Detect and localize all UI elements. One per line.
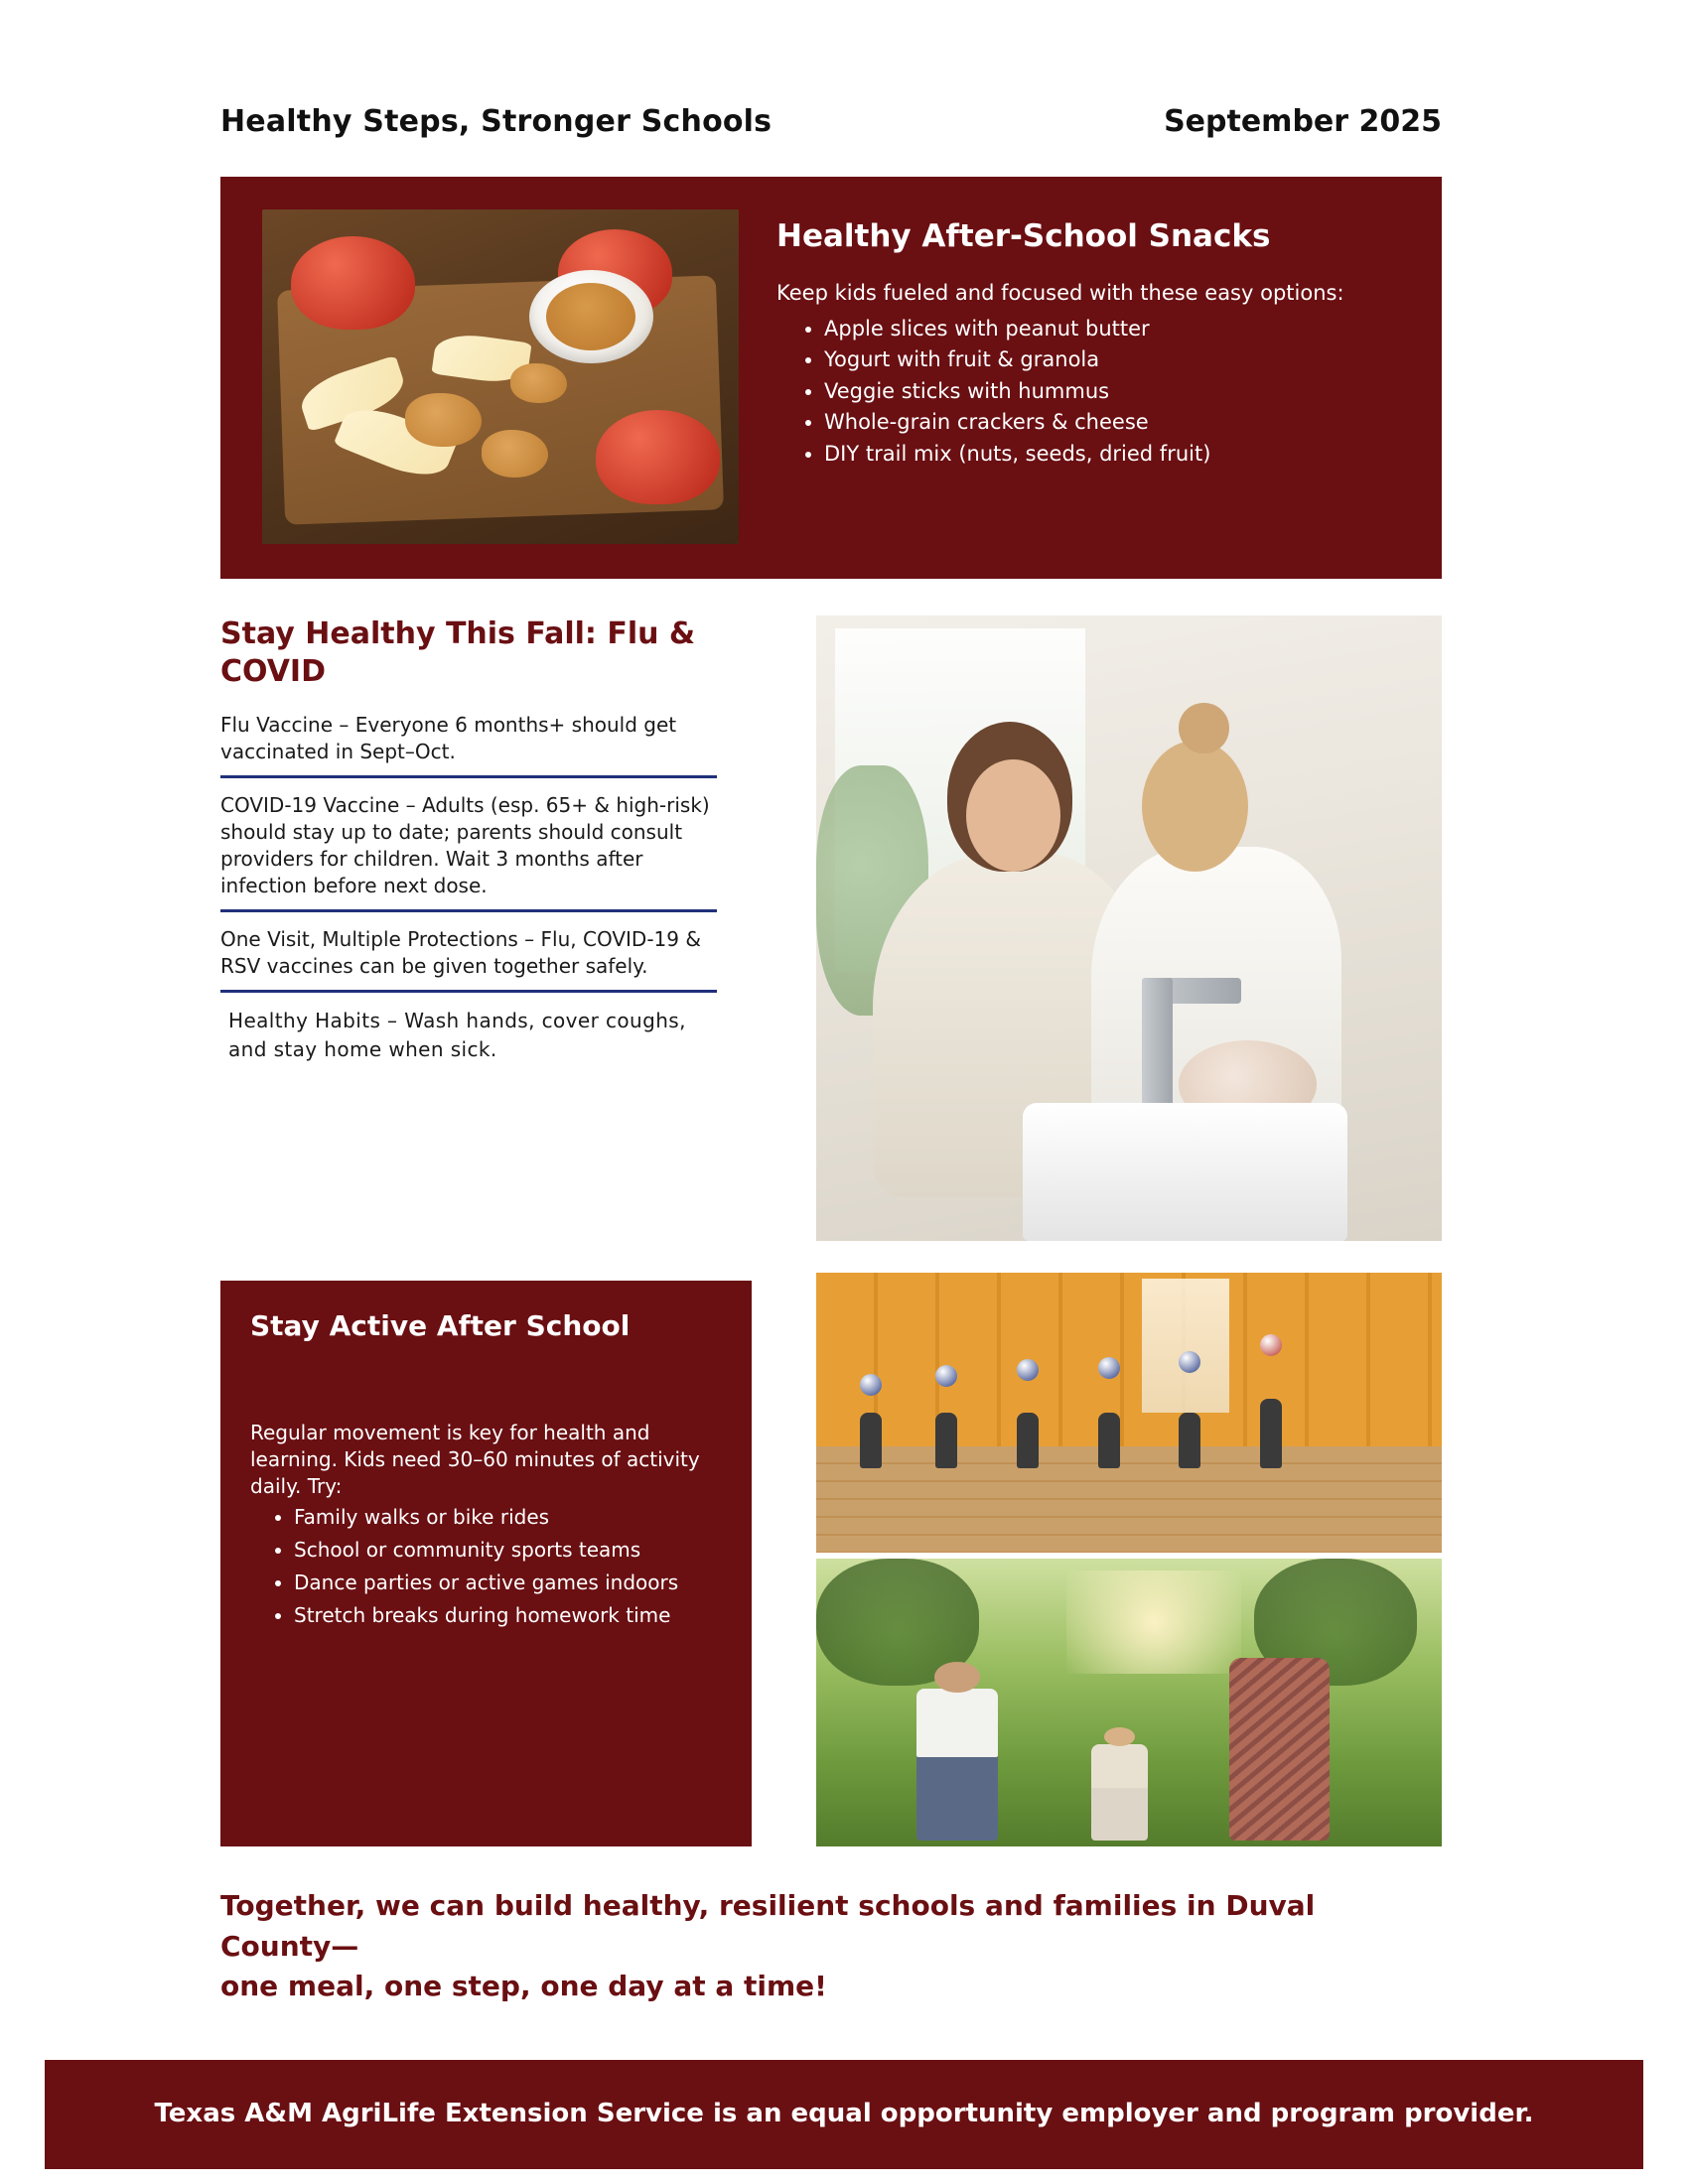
family-walk-photo — [816, 1559, 1442, 1846]
list-item: • Whole-grain crackers & cheese — [824, 407, 1412, 439]
snacks-list — [776, 314, 1412, 471]
gym-activity-photo — [816, 1273, 1442, 1553]
list-item: • Family walks or bike rides — [294, 1504, 717, 1531]
list-item: • Stretch breaks during homework time — [294, 1602, 717, 1629]
flu-covid-heading: Stay Healthy This Fall: Flu & COVID — [220, 616, 696, 689]
list-item: • School or community sports teams — [294, 1537, 717, 1564]
flu-item-vaccine: Flu Vaccine – Everyone 6 months+ should get vaccinated in Sept–Oct. — [220, 712, 717, 778]
stay-active-heading: Stay Active After School — [250, 1309, 631, 1342]
page-title: Healthy Steps, Stronger Schools — [220, 104, 773, 139]
list-item: • Apple slices with peanut butter — [824, 314, 1412, 345]
stay-active-body — [250, 1420, 717, 1635]
list-item: • Yogurt with fruit & granola — [824, 344, 1412, 376]
stay-active-list — [250, 1504, 717, 1629]
stay-active-panel — [220, 1281, 752, 1846]
flu-item-covid: COVID-19 Vaccine – Adults (esp. 65+ & high-risk) should stay up to date; parents should consult providers for children. Wait 3 months after infection before next dose. — [220, 792, 717, 912]
footer-bar — [45, 2060, 1643, 2169]
snacks-text-block — [776, 218, 1412, 470]
snacks-photo — [262, 209, 739, 544]
flu-covid-section — [220, 615, 727, 1088]
issue-date: September 2025 — [1164, 104, 1442, 139]
snacks-intro: Keep kids fueled and focused with these easy options: — [776, 281, 1344, 306]
flu-item-one-visit: One Visit, Multiple Protections – Flu, COVID-19 & RSV vaccines can be given together safely. — [220, 926, 717, 993]
closing-line-1: Together, we can build healthy, resilient schools and families in Duval County— — [220, 1889, 1316, 1963]
closing-line-2: one meal, one step, one day at a time! — [220, 1970, 827, 2003]
snacks-heading: Healthy After-School Snacks — [776, 218, 1271, 254]
footer-text: Texas A&M AgriLife Extension Service is an equal opportunity employer and program provider. — [154, 2099, 1534, 2129]
list-item: • Veggie sticks with hummus — [824, 376, 1412, 408]
flu-item-habits: Healthy Habits – Wash hands, cover coughs, and stay home when sick. — [228, 1009, 686, 1061]
list-item: • DIY trail mix (nuts, seeds, dried fruit) — [824, 439, 1412, 471]
snacks-panel — [220, 177, 1442, 579]
stay-active-intro: Regular movement is key for health and learning. Kids need 30–60 minutes of activity daily. Try: — [250, 1421, 700, 1498]
closing-message — [220, 1886, 1392, 2007]
handwashing-photo — [816, 615, 1442, 1241]
page-header — [220, 104, 1442, 139]
list-item: • Dance parties or active games indoors — [294, 1570, 717, 1596]
